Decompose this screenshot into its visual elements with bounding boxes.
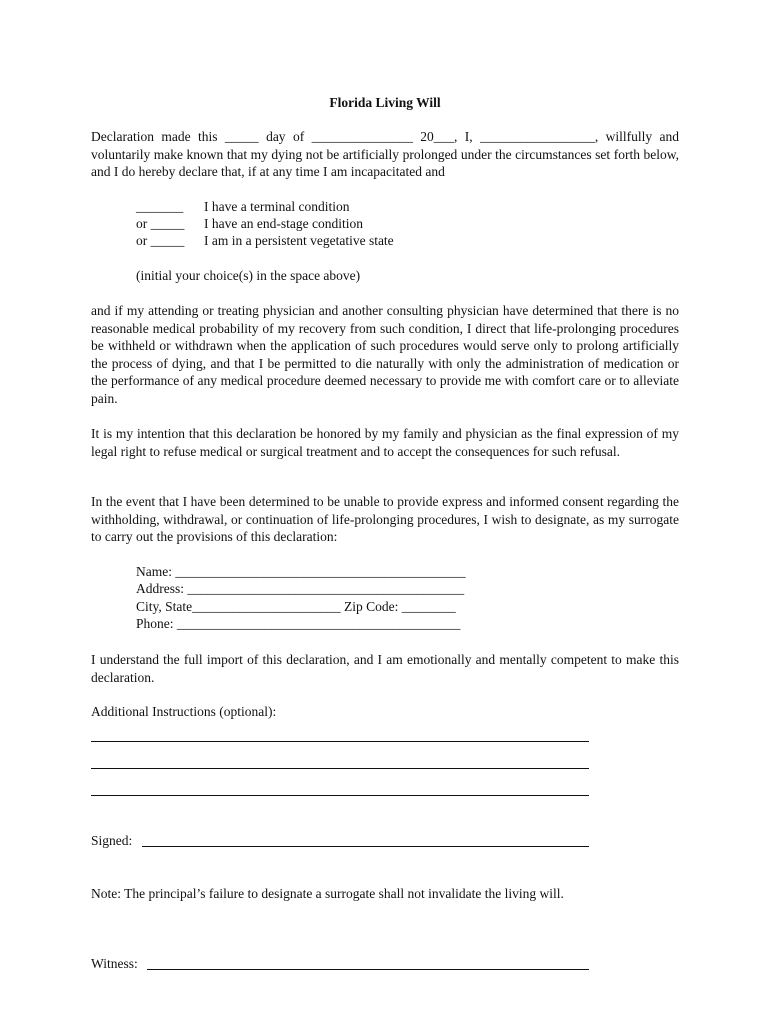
additional-instructions-line[interactable] <box>91 768 589 769</box>
condition-option-end-stage <box>136 215 496 233</box>
additional-instructions-line[interactable] <box>91 795 589 796</box>
condition-label: I have an end-stage condition <box>204 216 363 231</box>
surrogate-paragraph: In the event that I have been determined to be unable to provide express and informed consent regarding the withholding, withdrawal, or continuation of life-prolonging procedures, I wish to designate, as my surrogate to carry out the provisions of this declaration: <box>91 494 679 544</box>
surrogate-address-field[interactable]: Address: _________________________________________ <box>136 581 465 596</box>
condition-initial-blank[interactable]: or _____ <box>136 216 185 231</box>
condition-option-vegetative <box>136 232 496 250</box>
condition-label: I have a terminal condition <box>204 199 350 214</box>
condition-label: I am in a persistent vegetative state <box>204 233 394 248</box>
signature-line[interactable] <box>142 846 589 847</box>
document-title: Florida Living Will <box>329 95 441 110</box>
additional-instructions-line[interactable] <box>91 741 589 742</box>
witness-signature-line[interactable] <box>147 969 589 970</box>
witness-label: Witness: <box>91 956 138 971</box>
declaration-paragraph: Declaration made this _____ day of _______________ 20___, I, _________________, willfully and voluntarily make known that my dying not be artificially prolonged under the circumstances set forth below, and I do hereby declare that, if at any time I am incapacitated and <box>91 129 679 179</box>
surrogate-name-field[interactable]: Name: ___________________________________________ <box>136 564 466 579</box>
physician-paragraph: and if my attending or treating physician and another consulting physician have determined that there is no reasonable medical probability of my recovery from such condition, I direct that life-prolonging procedures be withheld or withdrawn when the application of such procedures would serve only to prolong artificially the process of dying, and that I be permitted to die naturally with only the administration of medication or the performance of any medical procedure deemed necessary to provide me with comfort care or to alleviate pain. <box>91 303 679 406</box>
condition-option-terminal <box>136 198 496 216</box>
surrogate-note: Note: The principal’s failure to designate a surrogate shall not invalidate the living will. <box>91 886 564 901</box>
initial-note: (initial your choice(s) in the space above) <box>136 268 361 283</box>
intention-paragraph: It is my intention that this declaration be honored by my family and physician as the final expression of my legal right to refuse medical or surgical treatment and to accept the consequences for such refusal. <box>91 426 679 459</box>
condition-initial-blank[interactable]: or _____ <box>136 233 185 248</box>
condition-initial-blank[interactable]: _______ <box>136 199 184 214</box>
understand-paragraph: I understand the full import of this declaration, and I am emotionally and mentally competent to make this declaration. <box>91 652 679 685</box>
additional-instructions-label: Additional Instructions (optional): <box>91 704 277 719</box>
surrogate-city-zip-field[interactable]: City, State______________________ Zip Code: ________ <box>136 599 456 614</box>
signed-label: Signed: <box>91 833 133 848</box>
surrogate-phone-field[interactable]: Phone: __________________________________________ <box>136 616 461 631</box>
